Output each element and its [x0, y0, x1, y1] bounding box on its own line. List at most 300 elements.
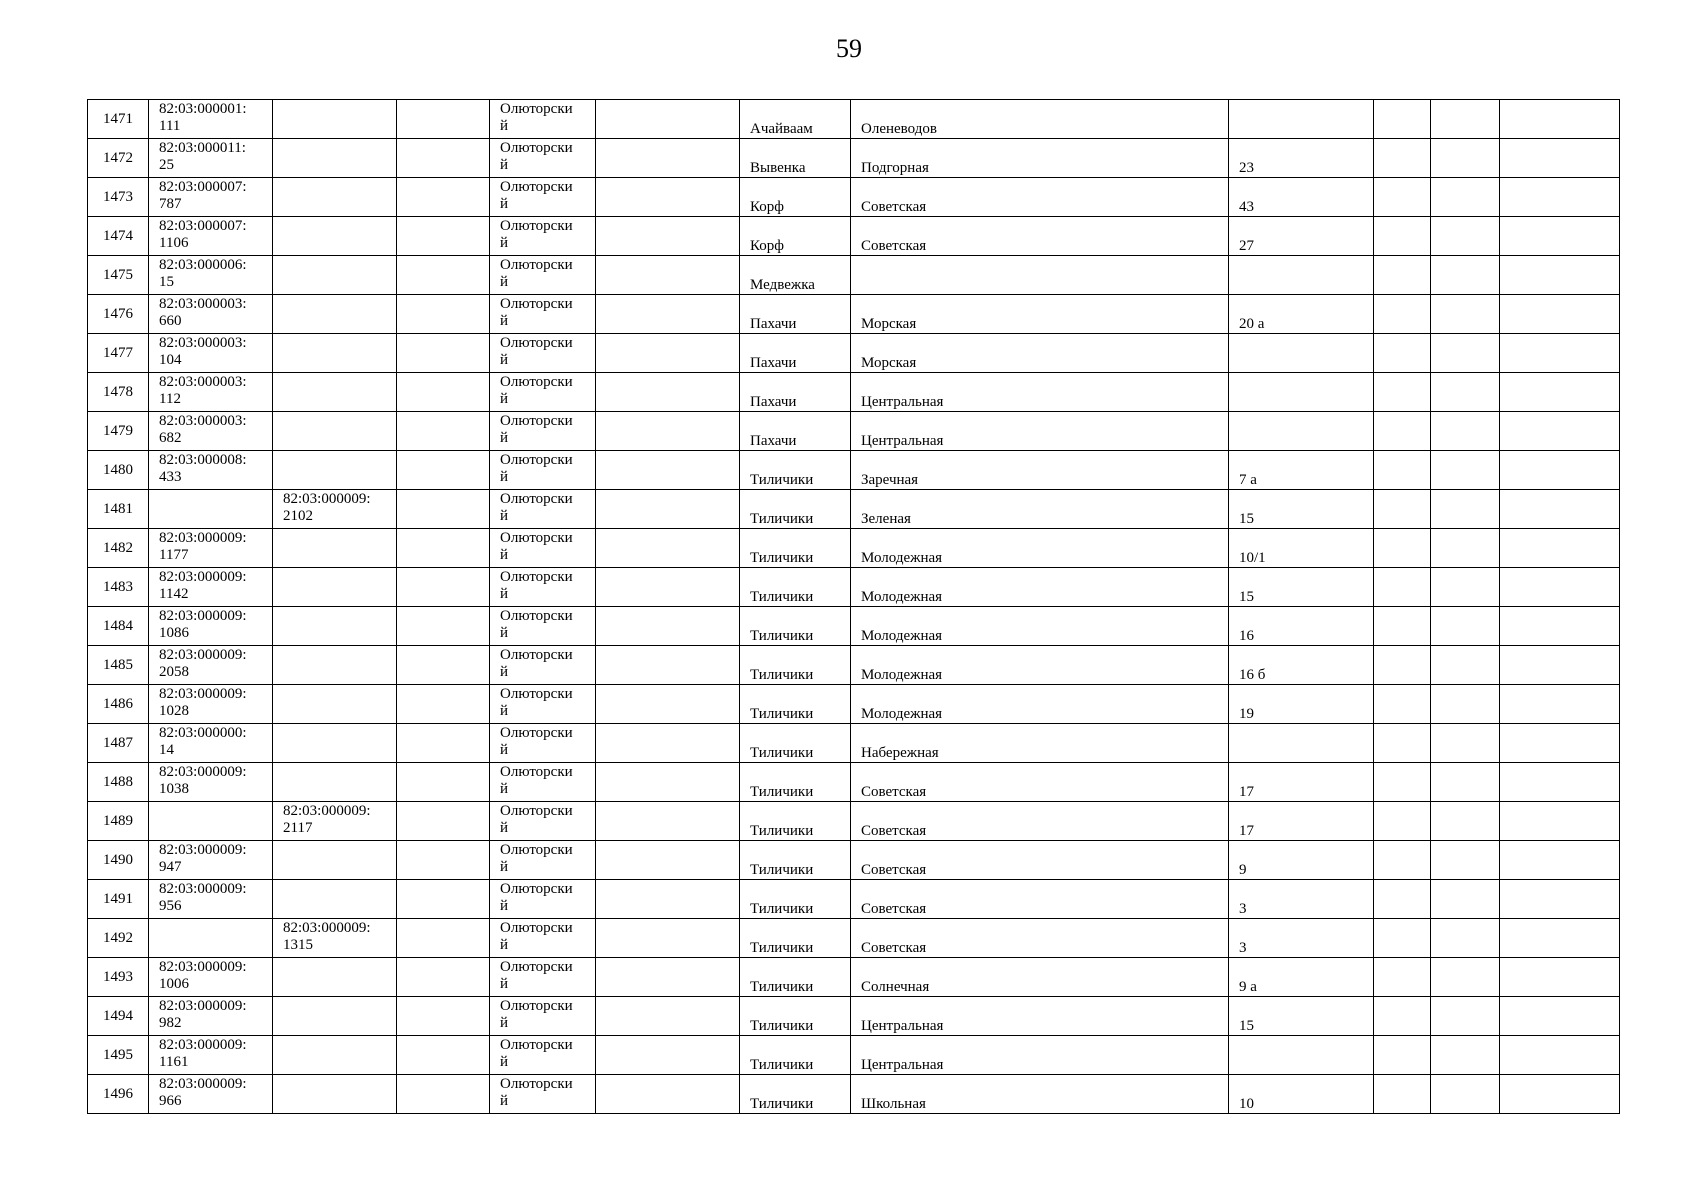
district-cell-text: й: [500, 937, 509, 953]
row-number-cell-text: 1480: [103, 461, 133, 478]
row-number-cell-text: 1495: [103, 1046, 133, 1063]
empty-cell: [596, 100, 740, 139]
district-cell: [490, 802, 596, 841]
locality-cell-text: Тиличики: [750, 472, 814, 488]
table-row: [88, 334, 1620, 373]
district-cell: [490, 490, 596, 529]
empty-cell: [397, 568, 490, 607]
house-cell: [1229, 763, 1374, 802]
district-cell-text: Олюторски: [500, 179, 573, 195]
empty-cell: [1431, 1036, 1500, 1075]
empty-cell: [1374, 334, 1431, 373]
cadastral-number-cell-text: 25: [159, 157, 174, 173]
row-number-cell-text: 1475: [103, 266, 133, 283]
locality-cell-text: Тиличики: [750, 550, 814, 566]
cadastral-number-cell: [149, 685, 273, 724]
table-row: [88, 646, 1620, 685]
table-row: [88, 880, 1620, 919]
empty-cell: [1500, 568, 1620, 607]
empty-cell: [1374, 100, 1431, 139]
empty-cell: [596, 178, 740, 217]
empty-cell: [1374, 373, 1431, 412]
district-cell-text: Олюторски: [500, 998, 573, 1014]
district-cell-text: Олюторски: [500, 413, 573, 429]
cadastral-number-cell-text: 82:03:000009:: [159, 998, 247, 1014]
district-cell: [490, 217, 596, 256]
district-cell: [490, 568, 596, 607]
empty-cell: [397, 763, 490, 802]
registry-table: [87, 99, 1620, 1114]
empty-cell: [1374, 295, 1431, 334]
row-number-cell-text: 1493: [103, 968, 133, 985]
district-cell: [490, 607, 596, 646]
district-cell-text: Олюторски: [500, 374, 573, 390]
empty-cell: [1500, 880, 1620, 919]
empty-cell: [1500, 100, 1620, 139]
locality-cell-text: Тиличики: [750, 589, 814, 605]
empty-cell: [1431, 880, 1500, 919]
locality-cell: [740, 919, 851, 958]
street-cell: [851, 256, 1229, 295]
empty-cell: [1500, 178, 1620, 217]
row-number-cell-text: 1496: [103, 1085, 133, 1102]
district-cell-text: Олюторски: [500, 296, 573, 312]
building-cadastral-cell: [273, 568, 397, 607]
street-cell-text: Зеленая: [861, 511, 911, 527]
street-cell: [851, 997, 1229, 1036]
district-cell-text: Олюторски: [500, 257, 573, 273]
district-cell: [490, 958, 596, 997]
empty-cell: [1431, 529, 1500, 568]
row-number-cell-text: 1478: [103, 383, 133, 400]
cadastral-number-cell: [149, 568, 273, 607]
locality-cell-text: Пахачи: [750, 316, 797, 332]
table-row: [88, 958, 1620, 997]
district-cell: [490, 763, 596, 802]
locality-cell-text: Тиличики: [750, 979, 814, 995]
district-cell: [490, 880, 596, 919]
empty-cell: [1431, 295, 1500, 334]
house-cell: [1229, 529, 1374, 568]
house-cell: [1229, 958, 1374, 997]
street-cell: [851, 724, 1229, 763]
district-cell-text: Олюторски: [500, 920, 573, 936]
row-number-cell-text: 1490: [103, 851, 133, 868]
empty-cell: [1374, 763, 1431, 802]
locality-cell: [740, 568, 851, 607]
street-cell-text: Солнечная: [861, 979, 930, 995]
house-cell-text: 17: [1239, 823, 1254, 839]
locality-cell-text: Тиличики: [750, 511, 814, 527]
cadastral-number-cell-text: 433: [159, 469, 182, 485]
district-cell-text: Олюторски: [500, 491, 573, 507]
cadastral-number-cell-text: 112: [159, 391, 181, 407]
empty-cell: [397, 529, 490, 568]
district-cell-text: Олюторски: [500, 335, 573, 351]
house-cell-text: 43: [1239, 199, 1254, 215]
empty-cell: [1500, 802, 1620, 841]
empty-cell: [397, 412, 490, 451]
empty-cell: [596, 568, 740, 607]
street-cell-text: Подгорная: [861, 160, 929, 176]
empty-cell: [1374, 139, 1431, 178]
locality-cell: [740, 607, 851, 646]
house-cell-text: 20 а: [1239, 316, 1265, 332]
cadastral-number-cell-text: 956: [159, 898, 182, 914]
cadastral-number-cell: [149, 529, 273, 568]
building-cadastral-cell: [273, 724, 397, 763]
house-cell: [1229, 100, 1374, 139]
street-cell: [851, 802, 1229, 841]
empty-cell: [1431, 841, 1500, 880]
table-row: [88, 1075, 1620, 1114]
cadastral-number-cell-text: 1028: [159, 703, 189, 719]
building-cadastral-cell: [273, 451, 397, 490]
district-cell-text: Олюторски: [500, 725, 573, 741]
street-cell-text: Молодежная: [861, 589, 943, 605]
empty-cell: [1500, 334, 1620, 373]
street-cell: [851, 763, 1229, 802]
row-number-cell: [88, 334, 149, 373]
row-number-cell: [88, 490, 149, 529]
locality-cell: [740, 451, 851, 490]
empty-cell: [397, 958, 490, 997]
house-cell: [1229, 1075, 1374, 1114]
locality-cell-text: Корф: [750, 238, 784, 254]
cadastral-number-cell-text: 82:03:000007:: [159, 179, 247, 195]
locality-cell-text: Тиличики: [750, 667, 814, 683]
cadastral-number-cell: [149, 334, 273, 373]
district-cell: [490, 178, 596, 217]
locality-cell-text: Тиличики: [750, 706, 814, 722]
street-cell-text: Набережная: [861, 745, 939, 761]
street-cell-text: Советская: [861, 823, 927, 839]
building-cadastral-cell-text: 82:03:000009:: [283, 491, 371, 507]
row-number-cell-text: 1486: [103, 695, 133, 712]
row-number-cell: [88, 685, 149, 724]
cadastral-number-cell-text: 2058: [159, 664, 189, 680]
row-number-cell-text: 1484: [103, 617, 133, 634]
row-number-cell-text: 1492: [103, 929, 133, 946]
building-cadastral-cell: [273, 1075, 397, 1114]
district-cell: [490, 685, 596, 724]
empty-cell: [1431, 763, 1500, 802]
building-cadastral-cell-text: 2102: [283, 508, 313, 524]
district-cell-text: й: [500, 820, 509, 836]
table-row: [88, 490, 1620, 529]
district-cell-text: й: [500, 157, 509, 173]
empty-cell: [596, 724, 740, 763]
district-cell: [490, 997, 596, 1036]
empty-cell: [1374, 646, 1431, 685]
building-cadastral-cell: [273, 958, 397, 997]
street-cell: [851, 1036, 1229, 1075]
district-cell-text: й: [500, 274, 509, 290]
cadastral-number-cell-text: 104: [159, 352, 182, 368]
empty-cell: [1374, 1036, 1431, 1075]
empty-cell: [596, 997, 740, 1036]
row-number-cell-text: 1474: [103, 227, 133, 244]
empty-cell: [596, 646, 740, 685]
page-number: 59: [836, 34, 862, 63]
row-number-cell-text: 1491: [103, 890, 133, 907]
cadastral-number-cell-text: 660: [159, 313, 182, 329]
house-cell: [1229, 139, 1374, 178]
district-cell-text: й: [500, 118, 509, 134]
empty-cell: [1374, 256, 1431, 295]
house-cell: [1229, 217, 1374, 256]
empty-cell: [1500, 373, 1620, 412]
cadastral-number-cell: [149, 100, 273, 139]
cadastral-number-cell: [149, 763, 273, 802]
cadastral-number-cell-text: 82:03:000003:: [159, 413, 247, 429]
building-cadastral-cell: [273, 334, 397, 373]
district-cell-text: й: [500, 352, 509, 368]
street-cell: [851, 451, 1229, 490]
cadastral-number-cell-text: 1038: [159, 781, 189, 797]
street-cell-text: Центральная: [861, 394, 944, 410]
row-number-cell: [88, 100, 149, 139]
empty-cell: [596, 529, 740, 568]
district-cell-text: Олюторски: [500, 1076, 573, 1092]
building-cadastral-cell-text: 2117: [283, 820, 313, 836]
district-cell-text: й: [500, 547, 509, 563]
house-cell: [1229, 802, 1374, 841]
house-cell: [1229, 451, 1374, 490]
empty-cell: [596, 919, 740, 958]
table-row: [88, 607, 1620, 646]
empty-cell: [1500, 841, 1620, 880]
street-cell: [851, 1075, 1229, 1114]
empty-cell: [1431, 256, 1500, 295]
house-cell: [1229, 685, 1374, 724]
cadastral-number-cell-text: 1106: [159, 235, 189, 251]
empty-cell: [1500, 217, 1620, 256]
empty-cell: [397, 256, 490, 295]
house-cell-text: 10: [1239, 1096, 1254, 1112]
district-cell-text: й: [500, 1054, 509, 1070]
cadastral-number-cell: [149, 139, 273, 178]
district-cell: [490, 1036, 596, 1075]
table-row: [88, 178, 1620, 217]
locality-cell: [740, 1075, 851, 1114]
table-row: [88, 295, 1620, 334]
empty-cell: [1431, 100, 1500, 139]
street-cell: [851, 139, 1229, 178]
empty-cell: [1374, 217, 1431, 256]
building-cadastral-cell: [273, 763, 397, 802]
empty-cell: [596, 841, 740, 880]
district-cell-text: й: [500, 586, 509, 602]
district-cell-text: й: [500, 625, 509, 641]
house-cell-text: 15: [1239, 1018, 1254, 1034]
house-cell: [1229, 1036, 1374, 1075]
empty-cell: [1431, 802, 1500, 841]
building-cadastral-cell: [273, 295, 397, 334]
house-cell-text: 15: [1239, 511, 1254, 527]
row-number-cell-text: 1494: [103, 1007, 133, 1024]
house-cell-text: 15: [1239, 589, 1254, 605]
table-row: [88, 412, 1620, 451]
empty-cell: [397, 334, 490, 373]
row-number-cell-text: 1488: [103, 773, 133, 790]
empty-cell: [1431, 1075, 1500, 1114]
table-row: [88, 373, 1620, 412]
district-cell-text: Олюторски: [500, 1037, 573, 1053]
empty-cell: [397, 1036, 490, 1075]
district-cell-text: Олюторски: [500, 959, 573, 975]
street-cell-text: Центральная: [861, 433, 944, 449]
row-number-cell: [88, 178, 149, 217]
locality-cell-text: Пахачи: [750, 394, 797, 410]
empty-cell: [1500, 490, 1620, 529]
house-cell: [1229, 334, 1374, 373]
house-cell: [1229, 919, 1374, 958]
street-cell-text: Школьная: [861, 1096, 926, 1112]
district-cell-text: Олюторски: [500, 530, 573, 546]
street-cell: [851, 334, 1229, 373]
street-cell: [851, 841, 1229, 880]
empty-cell: [397, 685, 490, 724]
house-cell-text: 23: [1239, 160, 1254, 176]
empty-cell: [1500, 724, 1620, 763]
street-cell: [851, 373, 1229, 412]
locality-cell-text: Вывенка: [750, 160, 806, 176]
street-cell-text: Заречная: [861, 472, 919, 488]
cadastral-number-cell-text: 82:03:000009:: [159, 881, 247, 897]
empty-cell: [1374, 490, 1431, 529]
street-cell-text: Советская: [861, 238, 927, 254]
street-cell: [851, 880, 1229, 919]
cadastral-number-cell: [149, 1075, 273, 1114]
cadastral-number-cell-text: 1177: [159, 547, 189, 563]
cadastral-number-cell-text: 982: [159, 1015, 182, 1031]
empty-cell: [1431, 997, 1500, 1036]
district-cell: [490, 139, 596, 178]
street-cell-text: Центральная: [861, 1057, 944, 1073]
house-cell-text: 9: [1239, 862, 1247, 878]
row-number-cell: [88, 958, 149, 997]
empty-cell: [1500, 139, 1620, 178]
locality-cell-text: Тиличики: [750, 745, 814, 761]
district-cell-text: й: [500, 235, 509, 251]
table-row: [88, 100, 1620, 139]
district-cell: [490, 256, 596, 295]
cadastral-number-cell: [149, 217, 273, 256]
empty-cell: [1500, 685, 1620, 724]
row-number-cell-text: 1476: [103, 305, 133, 322]
locality-cell: [740, 880, 851, 919]
row-number-cell: [88, 295, 149, 334]
row-number-cell: [88, 841, 149, 880]
locality-cell: [740, 958, 851, 997]
row-number-cell-text: 1472: [103, 149, 133, 166]
district-cell-text: й: [500, 976, 509, 992]
cadastral-number-cell-text: 1086: [159, 625, 189, 641]
empty-cell: [1431, 646, 1500, 685]
empty-cell: [1374, 958, 1431, 997]
building-cadastral-cell: [273, 685, 397, 724]
district-cell-text: й: [500, 781, 509, 797]
empty-cell: [1374, 568, 1431, 607]
locality-cell: [740, 100, 851, 139]
house-cell: [1229, 256, 1374, 295]
empty-cell: [397, 841, 490, 880]
empty-cell: [1431, 919, 1500, 958]
empty-cell: [397, 217, 490, 256]
district-cell-text: й: [500, 313, 509, 329]
cadastral-number-cell: [149, 880, 273, 919]
locality-cell-text: Тиличики: [750, 862, 814, 878]
cadastral-number-cell-text: 82:03:000009:: [159, 959, 247, 975]
locality-cell-text: Пахачи: [750, 355, 797, 371]
table-row: [88, 529, 1620, 568]
cadastral-number-cell-text: 82:03:000009:: [159, 608, 247, 624]
cadastral-number-cell: [149, 724, 273, 763]
row-number-cell: [88, 997, 149, 1036]
row-number-cell-text: 1489: [103, 812, 133, 829]
district-cell-text: й: [500, 742, 509, 758]
empty-cell: [397, 802, 490, 841]
district-cell: [490, 451, 596, 490]
cadastral-number-cell-text: 82:03:000006:: [159, 257, 247, 273]
row-number-cell: [88, 607, 149, 646]
district-cell-text: Олюторски: [500, 803, 573, 819]
cadastral-number-cell-text: 82:03:000009:: [159, 686, 247, 702]
street-cell: [851, 958, 1229, 997]
row-number-cell: [88, 568, 149, 607]
house-cell-text: 17: [1239, 784, 1254, 800]
empty-cell: [397, 880, 490, 919]
house-cell: [1229, 646, 1374, 685]
cadastral-number-cell-text: 787: [159, 196, 182, 212]
empty-cell: [596, 880, 740, 919]
street-cell: [851, 295, 1229, 334]
locality-cell: [740, 256, 851, 295]
table-row: [88, 685, 1620, 724]
street-cell-text: Советская: [861, 862, 927, 878]
locality-cell-text: Тиличики: [750, 940, 814, 956]
row-number-cell: [88, 139, 149, 178]
row-number-cell-text: 1473: [103, 188, 133, 205]
row-number-cell: [88, 802, 149, 841]
cadastral-number-cell: [149, 1036, 273, 1075]
empty-cell: [1500, 919, 1620, 958]
cadastral-number-cell: [149, 646, 273, 685]
row-number-cell-text: 1471: [103, 110, 133, 127]
empty-cell: [397, 1075, 490, 1114]
district-cell-text: й: [500, 1015, 509, 1031]
empty-cell: [1374, 880, 1431, 919]
building-cadastral-cell-text: 82:03:000009:: [283, 803, 371, 819]
empty-cell: [1431, 607, 1500, 646]
house-cell: [1229, 607, 1374, 646]
district-cell-text: Олюторски: [500, 647, 573, 663]
house-cell: [1229, 490, 1374, 529]
street-cell-text: Советская: [861, 940, 927, 956]
cadastral-number-cell: [149, 919, 273, 958]
cadastral-number-cell-text: 82:03:000009:: [159, 842, 247, 858]
row-number-cell: [88, 412, 149, 451]
cadastral-number-cell: [149, 412, 273, 451]
cadastral-number-cell-text: 966: [159, 1093, 182, 1109]
house-cell: [1229, 568, 1374, 607]
empty-cell: [1500, 451, 1620, 490]
house-cell: [1229, 373, 1374, 412]
cadastral-number-cell-text: 82:03:000009:: [159, 764, 247, 780]
cadastral-number-cell: [149, 373, 273, 412]
locality-cell: [740, 295, 851, 334]
